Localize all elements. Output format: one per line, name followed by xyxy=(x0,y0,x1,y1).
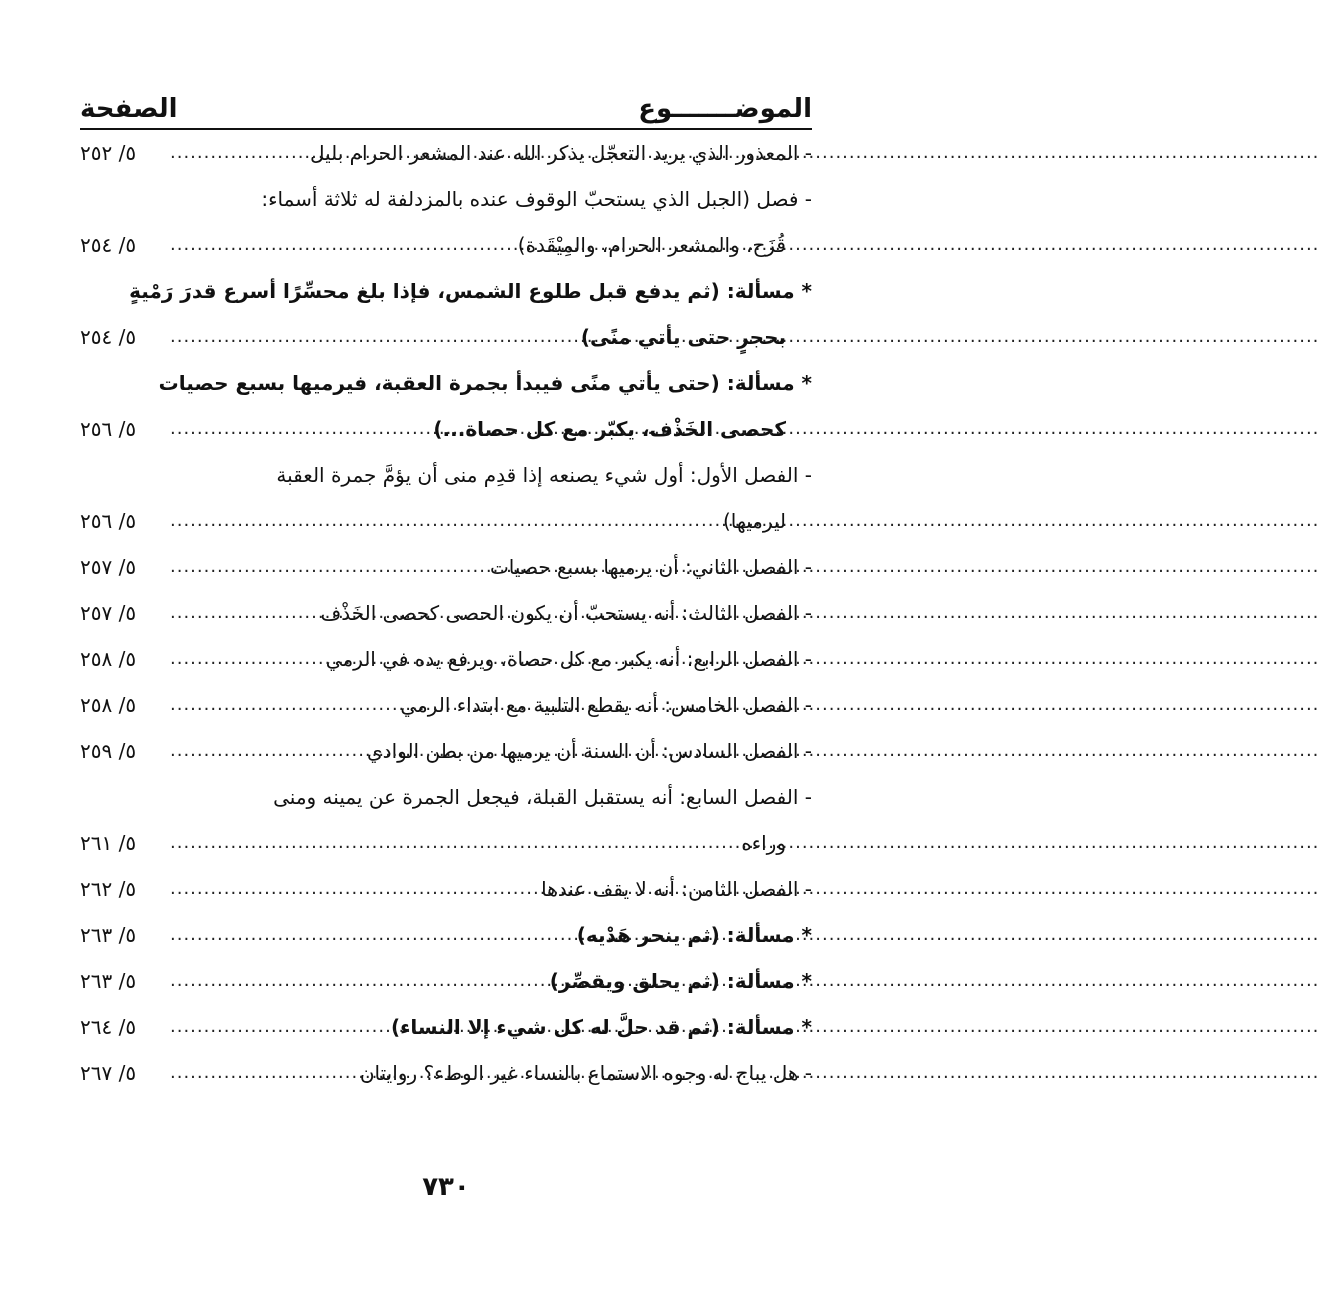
dot-leader xyxy=(170,958,550,1004)
toc-entry-text: بحجرٍ حتى يأتي منًى) xyxy=(580,325,786,349)
toc-entry-text: - الفصل الرابع: أنه يكبر مع كل حصاة، ويرفع يده في الرمي xyxy=(325,647,812,671)
toc-entry-page: ٥/ ٢٥٩ xyxy=(80,739,137,763)
toc-entry xyxy=(80,406,812,452)
toc-entry-page: ٥/ ٢٥٦ xyxy=(80,509,137,533)
toc-entry xyxy=(80,682,812,728)
toc-entry xyxy=(80,268,812,314)
toc-entry xyxy=(80,130,812,176)
dot-leader xyxy=(170,1050,360,1096)
toc-entry xyxy=(80,590,812,636)
toc-entry xyxy=(80,314,812,360)
toc-entry xyxy=(80,360,812,406)
toc-entry xyxy=(80,176,812,222)
dot-leader xyxy=(170,544,490,590)
toc-entry xyxy=(80,958,812,1004)
dot-leader xyxy=(170,406,433,452)
dot-leader xyxy=(170,820,741,866)
toc-entry xyxy=(80,774,812,820)
toc-entry-text: - الفصل الثاني: أن يرميها بسبع حصيات xyxy=(489,555,812,579)
toc-entry-text: قُزَح، والمشعر الحرام، والمِيْقَدة) xyxy=(517,233,786,257)
toc-entry-text: - الفصل السادس: أن السنة أن يرميها من بطن الوادي xyxy=(367,739,812,763)
toc-entry-page: ٥/ ٢٥٨ xyxy=(80,693,137,717)
toc-entry-page: ٥/ ٢٥٦ xyxy=(80,417,137,441)
toc-entry-text: وراءه xyxy=(741,831,786,855)
dot-leader xyxy=(170,912,577,958)
toc-entry-page: ٥/ ٢٦٤ xyxy=(80,1015,137,1039)
dot-leader xyxy=(170,590,321,636)
toc-entry xyxy=(80,1050,812,1096)
dot-leader xyxy=(170,636,326,682)
toc-entry-text: - الفصل الأول: أول شيء يصنعه إذا قدِم منى أن يؤمَّ جمرة العقبة xyxy=(276,463,812,487)
dot-leader xyxy=(170,866,541,912)
dot-leader xyxy=(170,498,723,544)
toc-entry-text: * مسألة: (ثم قد حلَّ له كل شيء إلا النساء) xyxy=(390,1015,812,1039)
toc-entry xyxy=(80,498,812,544)
dot-leader xyxy=(170,1004,391,1050)
page-number: ٧٣٠ xyxy=(422,1172,470,1202)
toc-entry-page: ٥/ ٢٥٧ xyxy=(80,555,137,579)
toc-entry-text: ليرميها) xyxy=(722,509,786,533)
toc-entry-text: - الفصل الخامس: أنه يقطع التلبية مع ابتداء الرمي xyxy=(400,693,812,717)
toc-entry xyxy=(80,222,812,268)
toc-entry xyxy=(80,452,812,498)
dot-leader xyxy=(170,222,518,268)
toc-entry-text: * مسألة: (حتى يأتي منًى فيبدأ بجمرة العقبة، فيرميها بسبع حصيات xyxy=(158,371,812,395)
toc-entry xyxy=(80,912,812,958)
toc-entry-text: - الفصل الثالث: أنه يستحبّ أن يكون الحصى كحصى الخَذْف xyxy=(320,601,812,625)
toc-entry-text: - فصل (الجبل الذي يستحبّ الوقوف عنده بالمزدلفة له ثلاثة أسماء: xyxy=(261,187,812,211)
toc-entry-text: * مسألة: (ثم يدفع قبل طلوع الشمس، فإذا بلغ محسِّرًا أسرع قدرَ رَمْيةٍ xyxy=(129,279,812,303)
topic-heading: الموضـــــــوع xyxy=(638,94,812,124)
toc-entry-page: ٥/ ٢٥٧ xyxy=(80,601,137,625)
dot-leader xyxy=(170,130,310,176)
toc-entry-page: ٥/ ٢٦٣ xyxy=(80,923,137,947)
toc-entry-text: - الفصل الثامن: أنه لا يقف عندها xyxy=(541,877,812,901)
toc-entry xyxy=(80,1004,812,1050)
toc-entry-page: ٥/ ٢٥٨ xyxy=(80,647,137,671)
dot-leader xyxy=(170,682,400,728)
toc-entry-text: - الفصل السابع: أنه يستقبل القبلة، فيجعل الجمرة عن يمينه ومنى xyxy=(273,785,812,809)
toc-entry-text: * مسألة: (ثم ينحر هَدْيه) xyxy=(576,923,812,947)
toc-entry xyxy=(80,544,812,590)
toc-entry-text: - المعذور الذي يريد التعجّل يذكر الله عند المشعر الحرام بليل xyxy=(309,141,812,165)
toc-entry-page: ٥/ ٢٥٢ xyxy=(80,141,137,165)
toc-entry-page: ٥/ ٢٦٣ xyxy=(80,969,137,993)
dot-leader xyxy=(170,314,581,360)
toc-header xyxy=(80,80,812,124)
toc-entry-page: ٥/ ٢٦٧ xyxy=(80,1061,137,1085)
toc-entry-page: ٥/ ٢٦١ xyxy=(80,831,137,855)
dot-leader xyxy=(170,728,367,774)
toc-list xyxy=(80,130,812,1096)
toc-entry-text: * مسألة: (ثم يحلق ويقصِّر) xyxy=(549,969,812,993)
toc-entry xyxy=(80,820,812,866)
toc-entry xyxy=(80,728,812,774)
toc-entry xyxy=(80,636,812,682)
toc-entry-text: كحصى الخَذْف، يكبّر مع كل حصاة...) xyxy=(433,417,786,441)
toc-entry-page: ٥/ ٢٥٤ xyxy=(80,325,137,349)
toc-entry-page: ٥/ ٢٥٤ xyxy=(80,233,137,257)
toc-entry xyxy=(80,866,812,912)
toc-entry-page: ٥/ ٢٦٢ xyxy=(80,877,137,901)
page-heading: الصفحة xyxy=(80,94,178,124)
toc-entry-text: - هل يباح له وجوه الاستماع بالنساء غير الوطء؟ روايتان xyxy=(359,1061,812,1085)
